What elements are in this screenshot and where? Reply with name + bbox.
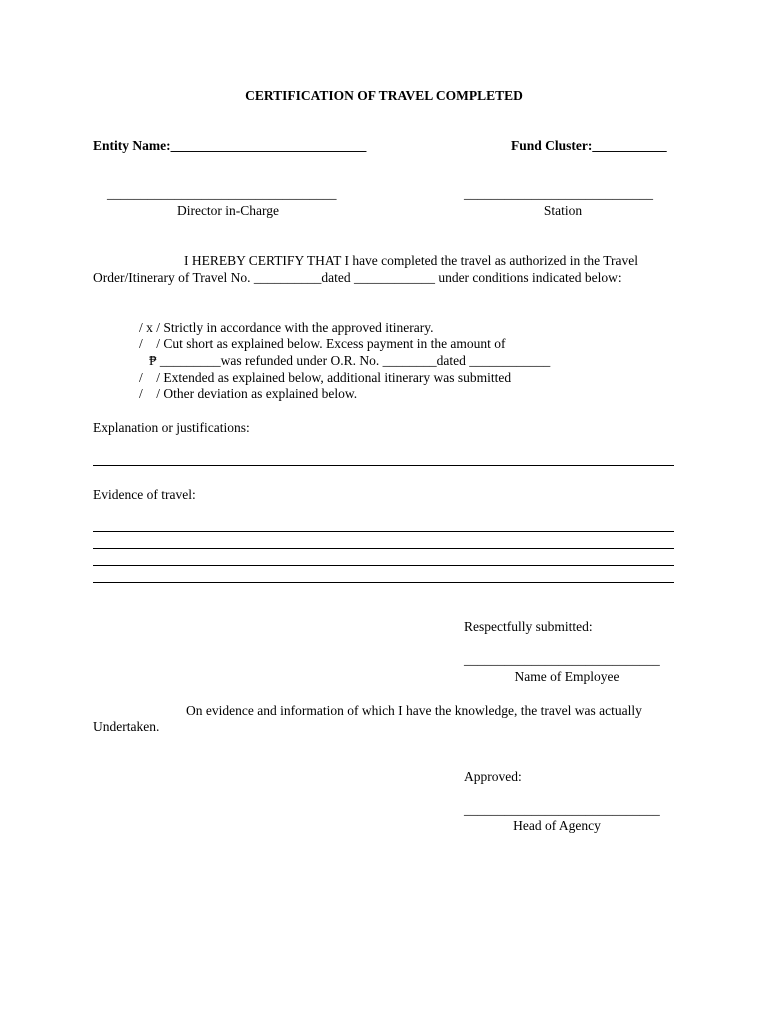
explanation-line	[93, 465, 674, 466]
option-other-deviation: / / Other deviation as explained below.	[139, 386, 358, 401]
director-label: Director in-Charge	[176, 203, 280, 218]
station-signature-line: ____________________________	[464, 186, 653, 201]
evidence-line-3	[93, 565, 674, 566]
head-of-agency-label: Head of Agency	[513, 818, 601, 833]
entity-name-field	[93, 138, 366, 155]
option-refund-line: ₱ _________was refunded under O.R. No. ________dated ____________	[149, 353, 551, 368]
evidence-statement-line-1: On evidence and information of which I have the knowledge, the travel was actually	[186, 703, 642, 718]
certify-line-1: I HEREBY CERTIFY THAT I have completed the travel as authorized in the Travel	[184, 253, 638, 268]
employee-name-label: Name of Employee	[514, 669, 620, 684]
head-of-agency-signature-line: _____________________________	[464, 802, 660, 817]
evidence-label: Evidence of travel:	[93, 487, 196, 502]
fund-cluster-label: Fund Cluster:	[511, 138, 593, 153]
option-cut-short: / / Cut short as explained below. Excess payment in the amount of	[139, 336, 506, 351]
option-strictly: / x / Strictly in accordance with the approved itinerary.	[139, 320, 434, 335]
fund-cluster-field	[511, 138, 667, 155]
option-extended: / / Extended as explained below, additional itinerary was submitted	[139, 370, 512, 385]
evidence-line-2	[93, 548, 674, 549]
certify-line-2: Order/Itinerary of Travel No. __________dated ____________ under conditions indicated below:	[93, 270, 622, 285]
evidence-line-4	[93, 582, 674, 583]
fund-cluster-blank: ___________	[592, 138, 667, 153]
approved-label: Approved:	[464, 769, 522, 784]
evidence-statement-line-2: Undertaken.	[93, 719, 160, 734]
director-signature-line: __________________________________	[107, 186, 337, 201]
evidence-line-1	[93, 531, 674, 532]
entity-name-label: Entity Name:	[93, 138, 171, 153]
document-title: CERTIFICATION OF TRAVEL COMPLETED	[245, 88, 523, 103]
respectfully-submitted-label: Respectfully submitted:	[464, 619, 593, 634]
station-label: Station	[543, 203, 583, 218]
entity-name-blank: _____________________________	[170, 138, 367, 153]
employee-signature-line: _____________________________	[464, 652, 660, 667]
explanation-label: Explanation or justifications:	[93, 420, 250, 435]
